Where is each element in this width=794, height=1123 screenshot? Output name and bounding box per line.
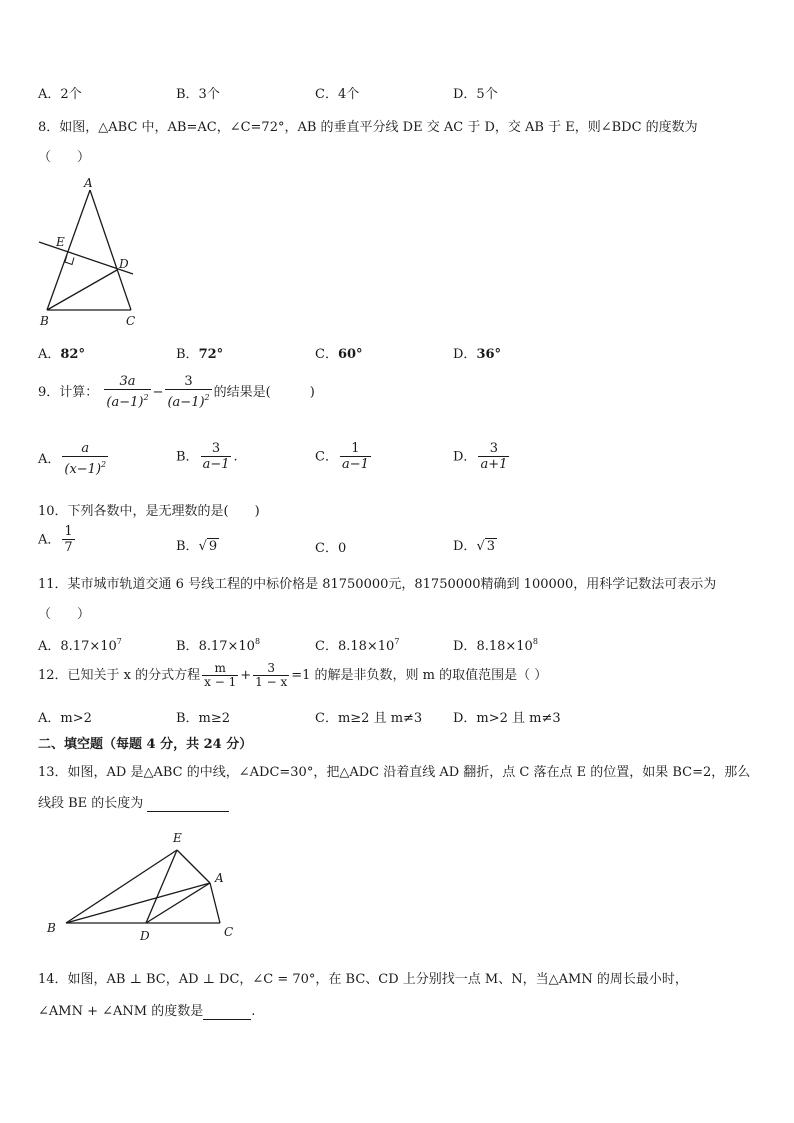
q12-fraction-2: $\frac{3}{1 - x}$ — [255, 661, 288, 689]
q11-stem: 11．某市城市轨道交通 6 号线工程的中标价格是 81750000元，81750000精确到 100000，用科学记数法可表示为 — [38, 577, 717, 592]
q8-stem: 8．如图，△ABC 中，AB=AC，∠C=72°，AB 的垂直平分线 DE 交 AC 于 D，交 AB 于 E，则∠BDC 的度数为 — [38, 120, 698, 135]
sqrt-icon: √ 3 — [476, 539, 496, 554]
q8-option-c: C．60° — [315, 347, 363, 362]
q13-label-c: C — [224, 925, 234, 939]
q11-option-b: B．$8.17\times 10^8$ — [176, 637, 261, 654]
q11-paren: （ ） — [38, 607, 91, 622]
q8-label-e: E — [56, 235, 65, 249]
q11-option-c: C．$8.18\times 10^7$ — [315, 637, 400, 654]
q9-option-c: C． $\frac{1}{a-1}$ — [315, 441, 369, 472]
q12-stem: 12．已知关于 x 的分式方程 $\frac{m}{x - 1}$ + $\frac{3}{1 - x}$ =1 的解是非负数，则 m 的取值范围是（ ） — [38, 661, 548, 689]
q13-label-a: A — [215, 871, 224, 885]
q10-option-c: C．0 — [315, 541, 347, 556]
q7-option-d: D．5个 — [453, 87, 498, 102]
q10-stem: 10．下列各数中，是无理数的是( ) — [38, 504, 260, 519]
section-heading-fill-in: 二、填空题（每题 4 分，共 24 分） — [38, 737, 253, 752]
q8-option-d: D．36° — [453, 347, 502, 362]
q8-label-b: B — [40, 314, 49, 328]
q7-option-c: C．4个 — [315, 87, 360, 102]
q8-option-b: B．72° — [176, 347, 224, 362]
q13-label-b: B — [47, 921, 56, 935]
q10-option-a: A． $\frac{1}{7}$ — [38, 524, 73, 555]
q12-option-c: C．m≥2 且 m≠3 — [315, 711, 423, 726]
q10-option-b: B．√ 9 — [176, 539, 218, 554]
q12-fraction-1: $\frac{m}{x - 1}$ — [204, 661, 237, 689]
q13-triangle-figure — [40, 826, 245, 948]
q8-paren: （ ） — [38, 150, 91, 165]
q12-option-b: B．m≥2 — [176, 711, 231, 726]
q9-option-b: B． $\frac{3}{a-1}$ . — [176, 441, 238, 472]
q10-option-d: D．√ 3 — [453, 539, 496, 554]
q13-line2: 线段 BE 的长度为 — [38, 792, 229, 812]
q7-option-b: B．3个 — [176, 87, 220, 102]
q9-option-d: D． $\frac{3}{a+1}$ — [453, 441, 508, 472]
q11-option-d: D．$8.18\times 10^8$ — [453, 637, 538, 654]
q13-line1: 13．如图，AD 是△ABC 的中线，∠ADC=30°，把△ADC 沿着直线 AD 翻折，点 C 落在点 E 的位置，如果 BC=2，那么 — [38, 765, 751, 780]
q9-stem: 9．计算： $\frac{3a}{(a-1)^2}$ − $\frac{3}{(a-1)^2}$ 的结果是( ) — [38, 374, 315, 410]
answer-blank — [203, 1004, 251, 1020]
q9-fraction-1: $\frac{3a}{(a-1)^2}$ — [106, 374, 149, 410]
q9-fraction-2: $\frac{3}{(a-1)^2}$ — [167, 374, 210, 410]
sqrt-icon: √ 9 — [198, 539, 218, 554]
q8-triangle-figure — [34, 174, 144, 332]
q13-label-e: E — [173, 831, 182, 845]
q8-option-a: A．82° — [38, 347, 85, 362]
q9-option-a: A． $\frac{a}{(x-1)^2}$ — [38, 441, 107, 477]
q12-option-a: A．m>2 — [38, 711, 92, 726]
q11-option-a: A．$8.17\times 10^7$ — [38, 637, 122, 654]
q13-label-d: D — [140, 929, 150, 943]
q7-option-a: A．2个 — [38, 87, 82, 102]
q14-line1: 14．如图，AB ⊥ BC，AD ⊥ DC，∠C = 70°，在 BC、CD 上分别找一点 M、N，当△AMN 的周长最小时， — [38, 972, 688, 987]
answer-blank — [147, 796, 229, 812]
q14-line2: ∠AMN + ∠ANM 的度数是 . — [38, 1004, 256, 1019]
q8-label-c: C — [126, 314, 136, 328]
q12-option-d: D．m>2 且 m≠3 — [453, 711, 561, 726]
q8-label-d: D — [119, 257, 129, 271]
q8-label-a: A — [84, 176, 93, 190]
